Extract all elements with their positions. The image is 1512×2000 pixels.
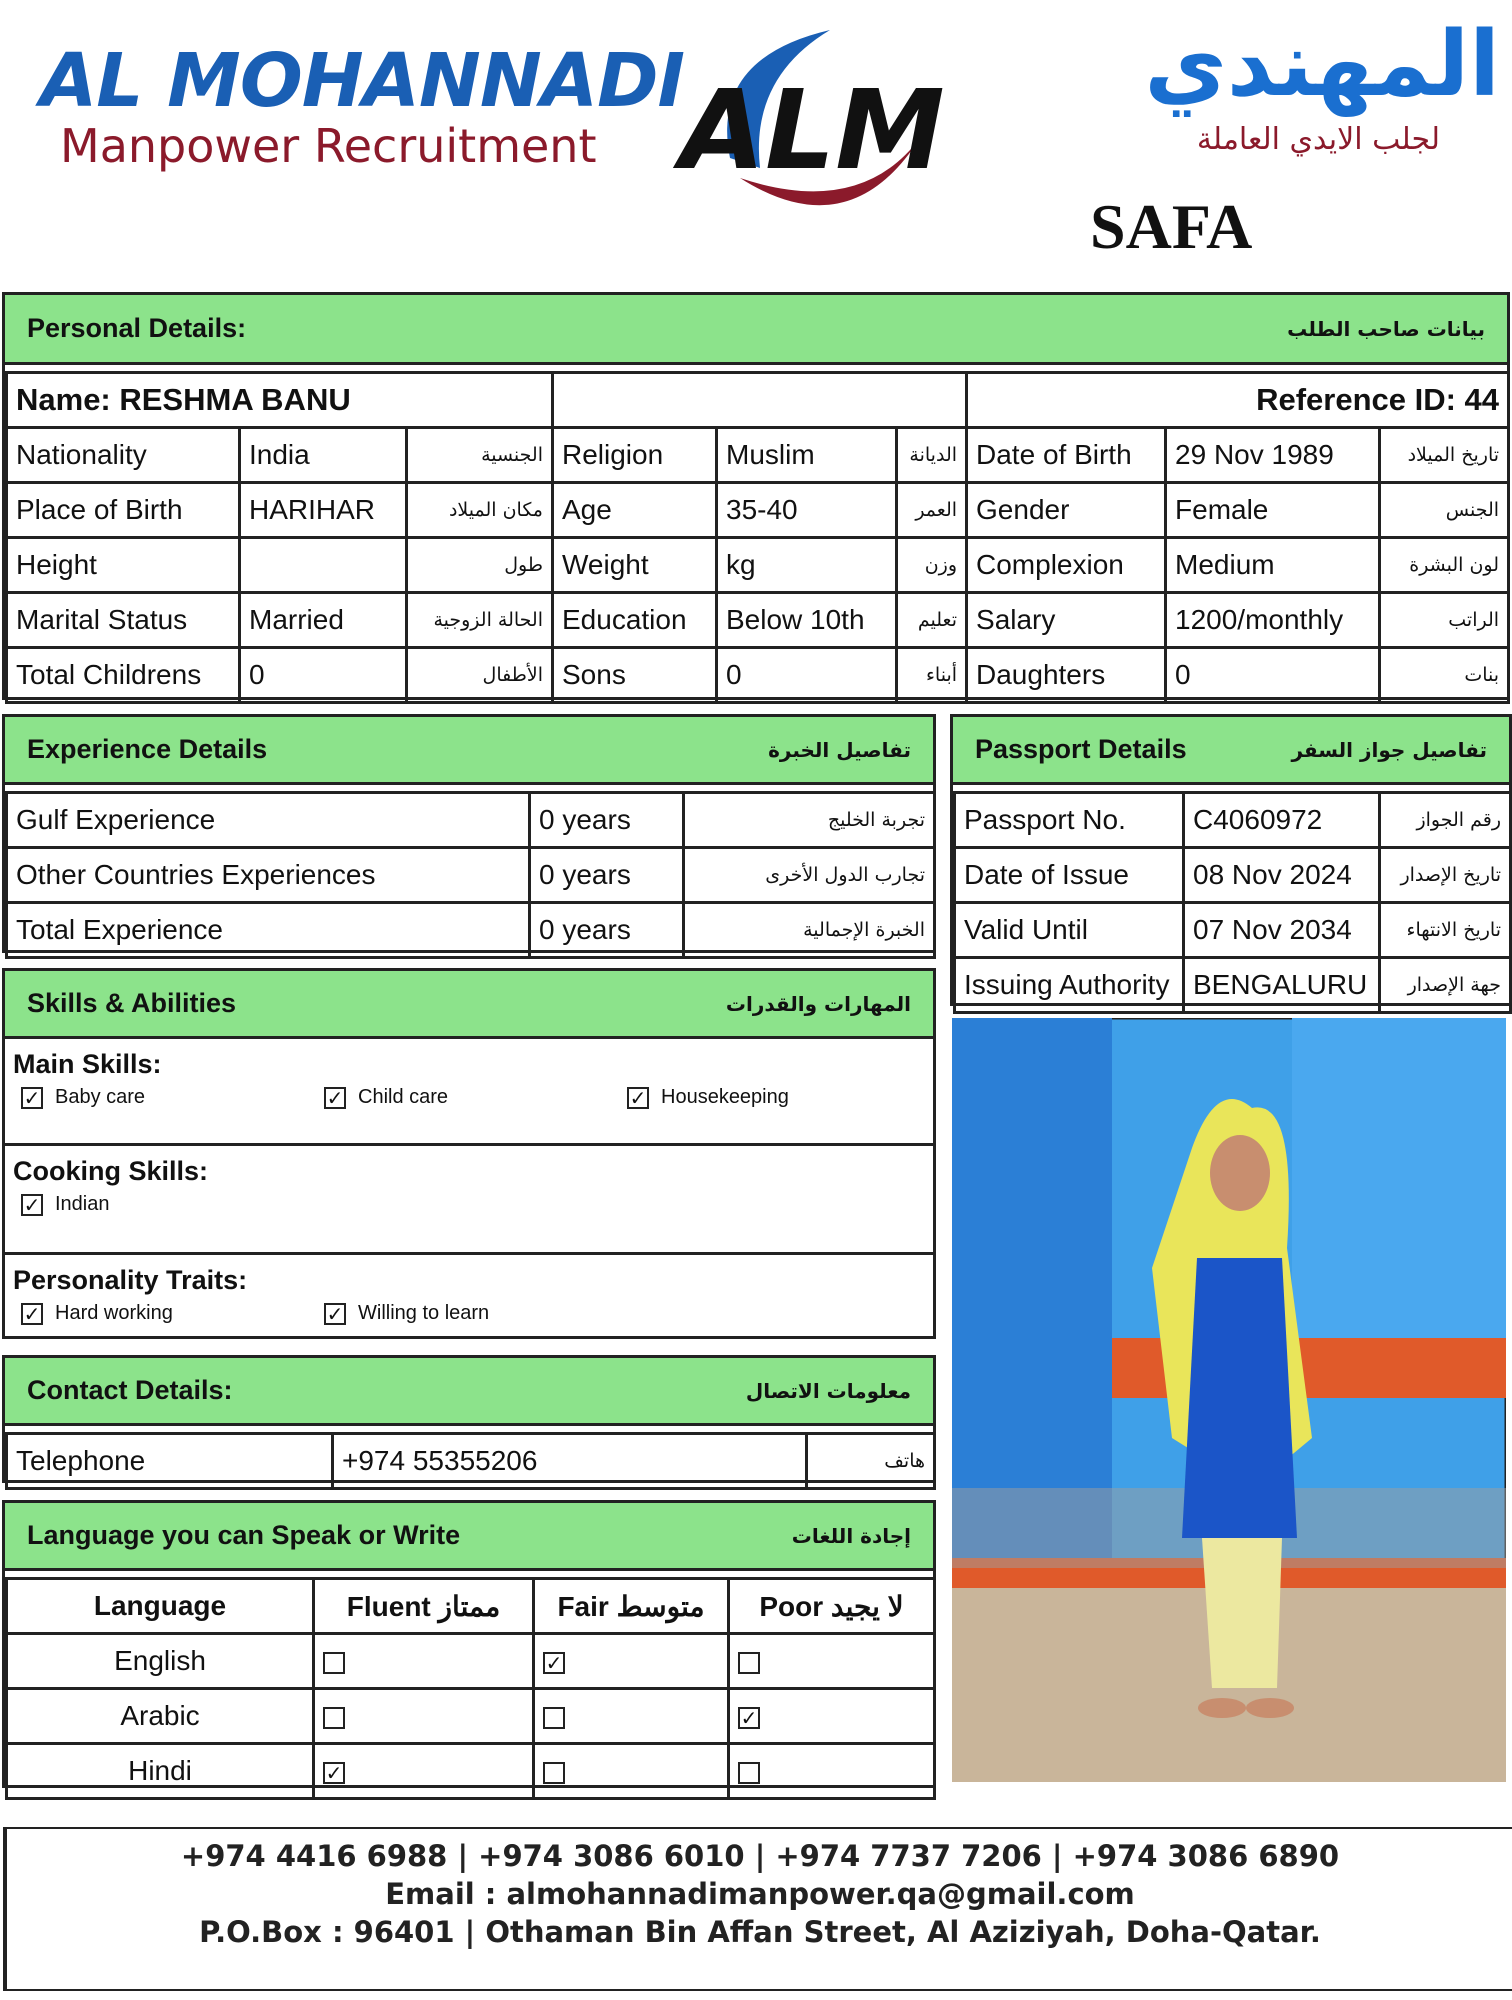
logo-text: ALM (680, 66, 945, 194)
applicant-name: Name: RESHMA BANU (7, 373, 553, 428)
brand-name: AL MOHANNADI (40, 38, 685, 124)
field-label-arabic: رقم الجواز (1380, 793, 1511, 848)
section-title-arabic: تفاصيل الخبرة (768, 737, 911, 762)
level-cell-fluent (314, 1689, 534, 1744)
field-label-arabic: تاريخ الإصدار (1380, 848, 1511, 903)
language-row (7, 1634, 935, 1689)
footer-address: P.O.Box : 96401 | Othaman Bin Affan Street, Al Aziziyah, Doha-Qatar. (199, 1915, 1321, 1949)
personal-details-section (2, 292, 1510, 700)
passport-details-header (953, 717, 1509, 785)
personal-details-header (5, 295, 1507, 365)
checkbox-checked-icon[interactable]: ✓ (21, 1087, 43, 1109)
fluent-col-header: Fluent ممتاز (314, 1579, 534, 1634)
field-label: Religion (553, 428, 717, 483)
field-value: 0 years (530, 903, 684, 958)
cooking-skills-list (21, 1193, 933, 1216)
language-row (7, 1744, 935, 1799)
field-label-arabic: الجنس (1380, 483, 1509, 538)
cooking-skills-title: Cooking Skills: (13, 1156, 209, 1186)
field-label-arabic: الديانة (897, 428, 967, 483)
language-name: English (7, 1634, 314, 1689)
telephone-label-arabic: هاتف (807, 1434, 935, 1489)
passport-row (955, 848, 1511, 903)
personal-row (7, 593, 1509, 648)
field-label-arabic: أبناء (897, 648, 967, 703)
poor-col-header: Poor لا يجيد (729, 1579, 935, 1634)
checkbox-empty-icon[interactable] (738, 1652, 760, 1674)
section-title: Language you can Speak or Write (27, 1520, 461, 1550)
level-cell-poor (729, 1689, 935, 1744)
language-section (2, 1500, 936, 1788)
field-value: India (240, 428, 407, 483)
field-label: Passport No. (955, 793, 1184, 848)
checkbox-checked-icon[interactable]: ✓ (543, 1652, 565, 1674)
passport-details-section (950, 714, 1512, 1006)
section-title: Personal Details: (27, 313, 247, 343)
field-label-arabic: مكان الميلاد (407, 483, 553, 538)
footer-email: Email : almohannadimanpower.qa@gmail.com (385, 1877, 1135, 1911)
cooking-skills-block (5, 1156, 933, 1255)
field-value: 0 (240, 648, 407, 703)
section-title: Contact Details: (27, 1375, 233, 1405)
experience-row (7, 903, 935, 958)
field-label: Valid Until (955, 903, 1184, 958)
field-label: Issuing Authority (955, 958, 1184, 1013)
personal-row (7, 483, 1509, 538)
reference-id: Reference ID: 44 (967, 373, 1509, 428)
field-label: Daughters (967, 648, 1166, 703)
name-spacer (553, 373, 967, 428)
language-name: Arabic (7, 1689, 314, 1744)
field-label: Height (7, 538, 240, 593)
field-label: Weight (553, 538, 717, 593)
brand-subtitle-arabic: لجلب الايدي العاملة (1196, 122, 1440, 157)
language-table (5, 1577, 936, 1800)
field-label-arabic: الحالة الزوجية (407, 593, 553, 648)
field-value: 0 years (530, 848, 684, 903)
contact-footer (3, 1827, 1512, 1991)
personal-row (7, 648, 1509, 703)
field-label: Complexion (967, 538, 1166, 593)
language-name: Hindi (7, 1744, 314, 1799)
field-label-arabic: الأطفال (407, 648, 553, 703)
field-value: 29 Nov 1989 (1166, 428, 1380, 483)
section-title-arabic: إجادة اللغات (791, 1523, 911, 1548)
traits-title: Personality Traits: (13, 1265, 248, 1295)
personal-row (7, 538, 1509, 593)
checkbox-empty-icon[interactable] (323, 1652, 345, 1674)
field-label: Nationality (7, 428, 240, 483)
field-label: Total Childrens (7, 648, 240, 703)
field-label: Date of Birth (967, 428, 1166, 483)
brand-arabic (990, 10, 1500, 160)
traits-block (5, 1265, 933, 1361)
field-value: kg (717, 538, 897, 593)
checkbox-empty-icon[interactable] (543, 1707, 565, 1729)
experience-details-section (2, 714, 936, 953)
field-label-arabic: جهة الإصدار (1380, 958, 1511, 1013)
level-cell-fair (534, 1744, 729, 1799)
skill-label: Baby care (55, 1086, 146, 1108)
checkbox-checked-icon[interactable]: ✓ (738, 1707, 760, 1729)
checkbox-checked-icon[interactable]: ✓ (21, 1194, 43, 1216)
skill-label: Willing to learn (358, 1302, 490, 1324)
checkbox-checked-icon[interactable]: ✓ (323, 1762, 345, 1784)
telephone-value: +974 55355206 (333, 1434, 807, 1489)
language-header (5, 1503, 933, 1571)
language-row (7, 1689, 935, 1744)
skill-item (324, 1086, 627, 1109)
field-label-arabic: وزن (897, 538, 967, 593)
level-cell-fluent (314, 1634, 534, 1689)
experience-table (5, 791, 936, 959)
skill-item (324, 1302, 627, 1325)
checkbox-checked-icon[interactable]: ✓ (627, 1087, 649, 1109)
main-skills-title: Main Skills: (13, 1049, 162, 1079)
field-label-arabic: بنات (1380, 648, 1509, 703)
field-label-arabic: تاريخ الانتهاء (1380, 903, 1511, 958)
field-label-arabic: العمر (897, 483, 967, 538)
checkbox-empty-icon[interactable] (738, 1762, 760, 1784)
section-title: Experience Details (27, 734, 268, 764)
checkbox-checked-icon[interactable]: ✓ (21, 1303, 43, 1325)
passport-row (955, 793, 1511, 848)
checkbox-empty-icon[interactable] (543, 1762, 565, 1784)
field-label: Other Countries Experiences (7, 848, 530, 903)
field-label-arabic: لون البشرة (1380, 538, 1509, 593)
field-value: 1200/monthly (1166, 593, 1380, 648)
checkbox-checked-icon[interactable]: ✓ (324, 1087, 346, 1109)
field-label-arabic: الجنسية (407, 428, 553, 483)
field-label-arabic: تاريخ الميلاد (1380, 428, 1509, 483)
brand-subtitle: Manpower Recruitment (60, 119, 597, 173)
main-skills-list (21, 1086, 933, 1109)
field-label: Education (553, 593, 717, 648)
level-cell-fair (534, 1689, 729, 1744)
brand-english (40, 38, 685, 173)
field-label: Date of Issue (955, 848, 1184, 903)
field-value: BENGALURU (1184, 958, 1380, 1013)
field-value: Medium (1166, 538, 1380, 593)
field-label: Age (553, 483, 717, 538)
field-label-arabic: تعليم (897, 593, 967, 648)
field-label: Marital Status (7, 593, 240, 648)
skill-item (21, 1086, 324, 1109)
checkbox-empty-icon[interactable] (323, 1707, 345, 1729)
skill-label: Housekeeping (661, 1086, 789, 1108)
field-value: Female (1166, 483, 1380, 538)
field-label: Salary (967, 593, 1166, 648)
experience-row (7, 848, 935, 903)
section-title-arabic: بيانات صاحب الطلب (1287, 316, 1485, 341)
field-value: Below 10th (717, 593, 897, 648)
field-label-arabic: الخبرة الإجمالية (684, 903, 935, 958)
field-value: Muslim (717, 428, 897, 483)
personal-row (7, 428, 1509, 483)
skill-label: Hard working (55, 1302, 173, 1324)
contact-details-header (5, 1358, 933, 1426)
checkbox-checked-icon[interactable]: ✓ (324, 1303, 346, 1325)
candidate-photo (952, 1018, 1506, 1782)
skill-item (21, 1193, 324, 1216)
contact-details-section (2, 1355, 936, 1483)
telephone-label: Telephone (7, 1434, 333, 1489)
skills-header (5, 971, 933, 1039)
skill-item (627, 1086, 930, 1109)
field-value: HARIHAR (240, 483, 407, 538)
field-label-arabic: تجارب الدول الأخرى (684, 848, 935, 903)
section-title: Passport Details (975, 734, 1187, 764)
passport-row (955, 903, 1511, 958)
experience-details-header (5, 717, 933, 785)
field-value: C4060972 (1184, 793, 1380, 848)
main-skills-block (5, 1049, 933, 1146)
field-value: Married (240, 593, 407, 648)
skills-section (2, 968, 936, 1339)
skill-label: Indian (55, 1193, 110, 1215)
field-value: 08 Nov 2024 (1184, 848, 1380, 903)
level-cell-poor (729, 1744, 935, 1799)
contact-table (5, 1432, 936, 1490)
skill-label: Child care (358, 1086, 449, 1108)
footer-phones: +974 4416 6988 | +974 3086 6010 | +974 7737 7206 | +974 3086 6890 (180, 1839, 1340, 1873)
field-value: 35-40 (717, 483, 897, 538)
section-title: Skills & Abilities (27, 988, 237, 1018)
field-label-arabic: تجربة الخليج (684, 793, 935, 848)
fair-col-header: Fair متوسط (534, 1579, 729, 1634)
field-value: 0 (1166, 648, 1380, 703)
passport-table (953, 791, 1512, 1014)
field-label-arabic: الراتب (1380, 593, 1509, 648)
experience-row (7, 793, 935, 848)
field-label: Sons (553, 648, 717, 703)
level-cell-fair (534, 1634, 729, 1689)
field-label: Total Experience (7, 903, 530, 958)
brand-name-arabic: المهندي (1144, 12, 1500, 117)
section-title-arabic: المهارات والقدرات (725, 991, 911, 1016)
field-value: 0 years (530, 793, 684, 848)
level-cell-poor (729, 1634, 935, 1689)
level-cell-fluent (314, 1744, 534, 1799)
personal-details-table (5, 371, 1510, 704)
field-label: Gender (967, 483, 1166, 538)
candidate-name: SAFA (1090, 191, 1253, 262)
field-value: 0 (717, 648, 897, 703)
section-title-arabic: معلومات الاتصال (745, 1378, 911, 1403)
field-value: 07 Nov 2034 (1184, 903, 1380, 958)
passport-row (955, 958, 1511, 1013)
field-label: Place of Birth (7, 483, 240, 538)
traits-list (21, 1302, 933, 1325)
field-label: Gulf Experience (7, 793, 530, 848)
field-value (240, 538, 407, 593)
language-col-header: Language (7, 1579, 314, 1634)
skill-item (21, 1302, 324, 1325)
alm-logo-icon (670, 18, 990, 218)
field-label-arabic: طول (407, 538, 553, 593)
section-title-arabic: تفاصيل جواز السفر (1291, 737, 1487, 762)
